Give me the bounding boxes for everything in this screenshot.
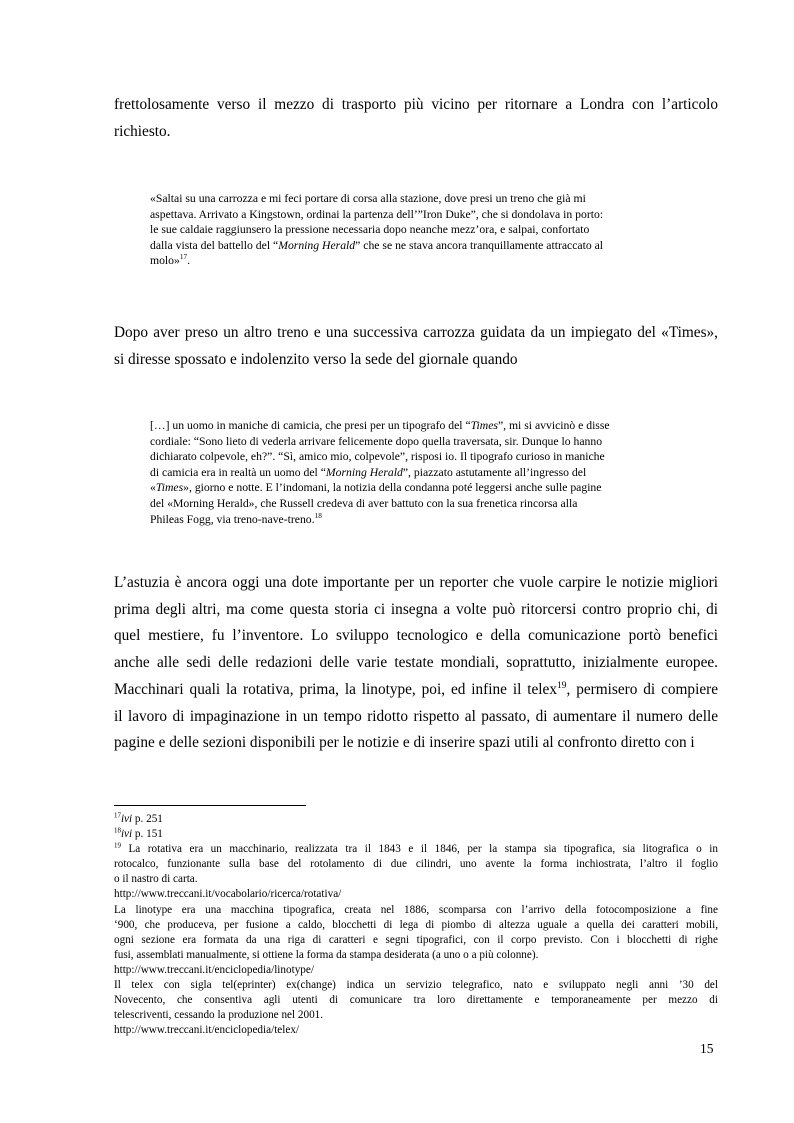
quote-line: «Saltai su una carrozza e mi feci portare di corsa alla stazione, dove presi un treno che già mi xyxy=(150,192,586,205)
footnote-line xyxy=(114,812,718,827)
quote-line: le sue caldaie raggiunsero la pressione necessaria dopo neanche mezz’ora, e salpai, confortato xyxy=(150,223,590,237)
footnote-number: 19 xyxy=(114,841,121,850)
footnote-text: rotocalco, funzionante sulla base del rotolamento di due cilindri, uno avente la forma inchiostrata, l’altro il foglio xyxy=(114,858,718,871)
footnote-text: o il nastro di carta. xyxy=(114,873,198,886)
text-line: si diresse spossato e indolenzito verso la sede del giornale quando xyxy=(114,350,518,368)
text-run: molo» xyxy=(150,254,180,268)
italic-title: Morning Herald xyxy=(325,465,403,479)
footnote-text: http://www.treccani.it/enciclopedia/linotype/ xyxy=(114,963,314,976)
footnote-line xyxy=(114,842,718,857)
text-line xyxy=(114,677,718,704)
footnote-text: La linotype era una macchina tipografica, creata nel 1886, scomparsa con l’arrivo della fotocomposizione a fine xyxy=(114,903,718,916)
quote-line: cordiale: “Sono lieto di vederla arrivare felicemente dopo quella traversata, sir. Dunque lo hanno xyxy=(150,434,603,448)
text-line: il lavoro di impaginazione in un tempo ridotto rispetto al passato, di aumentare il numero delle xyxy=(114,707,718,725)
footnote-ivi: ivi xyxy=(120,828,133,841)
text-line: anche alle sedi delle redazioni delle varie testate mondiali, soprattutto, inizialmente europee. xyxy=(114,654,718,672)
footnote-line xyxy=(114,963,718,978)
text-run: Macchinari quali la rotativa, prima, la linotype, poi, ed infine il telex xyxy=(114,680,558,698)
block-quote-russell-1 xyxy=(150,191,710,269)
text-line: Dopo aver preso un altro treno e una successiva carrozza guidata da un impiegato del «Times», xyxy=(114,324,718,341)
footnote-text: telescriventi, cessando la produzione nel 2001. xyxy=(114,1009,324,1022)
footnote-line xyxy=(114,827,718,842)
text-run: , permisero di compiere xyxy=(566,680,718,698)
footnote-text: http://www.treccani.it/enciclopedia/telex/ xyxy=(114,1024,300,1037)
footnote-line xyxy=(114,903,718,918)
footnote-line xyxy=(114,993,718,1008)
footnote-text: fusi, assemblati manualmente, si ottiene la forma da stampa desiderata (a uno o a più colonne). xyxy=(114,948,539,961)
footnote-text: La rotativa era un macchinario, realizzata tra il 1843 e il 1846, per la stampa sia tipografica, sia litografica o in xyxy=(120,843,718,856)
footnote-text: p. 151 xyxy=(132,828,163,841)
text-run: dalla vista del battello del “ xyxy=(150,238,279,252)
footnote-line xyxy=(114,872,718,887)
footnote-text: http://www.treccani.it/vocabolario/ricerca/rotativa/ xyxy=(114,888,342,901)
paragraph-continuation xyxy=(114,92,718,145)
text-run: ”, mi si avvicinò e disse xyxy=(497,419,610,432)
footnote-ref: 17 xyxy=(179,253,188,262)
text-line: frettolosamente verso il mezzo di trasporto più vicino per ritornare a Londra con l’articolo xyxy=(114,96,718,113)
text-line: pagine e delle sezioni disponibili per le notizie e di inserire spazi utili al confronto diretto con i xyxy=(114,734,695,752)
quote-line xyxy=(150,253,710,269)
text-run: « xyxy=(150,481,156,495)
quote-line xyxy=(150,465,710,481)
quote-line: dichiarato colpevole, eh?”. “Sì, amico mio, colpevole”, risposi io. Il tipografo curioso in maniche xyxy=(150,450,605,464)
quote-line: aspettava. Arrivato a Kingstown, ordinai la partenza dell’”Iron Duke”, che si dondolava in porto: xyxy=(150,207,604,221)
text-run: Phileas Fogg, via treno-nave-treno. xyxy=(150,512,315,526)
italic-title: Times xyxy=(470,419,498,432)
italic-title: Times xyxy=(155,481,184,495)
text-run: », giorno e notte. E l’indomani, la notizia della condanna poté leggersi anche sulle pagine xyxy=(183,481,602,495)
text-run: ”, piazzato astutamente all’ingresso del xyxy=(402,465,587,479)
italic-title: Morning Herald xyxy=(278,238,356,252)
paragraph-technology xyxy=(114,570,718,757)
footnote-ivi: ivi xyxy=(120,813,133,825)
footnote-line xyxy=(114,857,718,872)
footnote-line xyxy=(114,918,718,933)
text-run: ” che se ne stava ancora tranquillamente attraccato al xyxy=(355,238,604,252)
text-line: prima degli altri, ma come questa storia ci insegna a volte può ritorcersi contro proprio chi, di xyxy=(114,600,718,618)
footnote-number: 18 xyxy=(114,826,121,835)
footnote-text: Il telex con sigla tel(eprinter) ex(change) indica un servizio telegrafico, nato e sviluppato negli anni ’30 del xyxy=(114,979,718,992)
footnote-ref: 19 xyxy=(557,680,567,691)
quote-line xyxy=(150,480,710,496)
text-run: di camicia era in realtà un uomo del “ xyxy=(150,465,326,479)
quote-line xyxy=(150,418,710,434)
quote-line xyxy=(150,512,710,528)
footnote-text: ogni sezione era formata da una riga di caratteri e segni tipografici, con il corpo previsto. Con i blocchetti di righe xyxy=(114,933,718,946)
footnote-ref: 18 xyxy=(314,511,322,520)
footnote-line xyxy=(114,948,718,963)
footnote-line xyxy=(114,933,718,948)
footnote-line xyxy=(114,887,718,902)
quote-line xyxy=(150,238,710,254)
paragraph-times-arrival xyxy=(114,320,718,373)
text-line: richiesto. xyxy=(114,122,171,140)
footnote-text: p. 251 xyxy=(132,813,163,825)
footnote-text: ‘900, che produceva, per fusione a caldo, blocchetti di lega di piombo di altezza uguale a quella dei caratteri mobili, xyxy=(114,918,718,931)
footnote-text: Novecento, che consentiva agli utenti di comunicare tra loro direttamente e temporaneamente per mezzo di xyxy=(114,994,718,1007)
text-run: […] un uomo in maniche di camicia, che presi per un tipografo del “ xyxy=(150,419,471,432)
footnote-line xyxy=(114,1023,718,1038)
text-line: quel mestiere, fu l’inventore. Lo sviluppo tecnologico e della comunicazione portò benefici xyxy=(114,627,718,645)
footnote-line xyxy=(114,1008,718,1023)
quote-line: del «Morning Herald», che Russell credeva di aver battuto con la sua frenetica rincorsa alla xyxy=(150,496,578,510)
footnote-separator xyxy=(114,805,306,806)
block-quote-russell-2 xyxy=(150,418,710,527)
text-line: L’astuzia è ancora oggi una dote importante per un reporter che vuole carpire le notizie migliori xyxy=(114,574,718,591)
page-number: 15 xyxy=(700,1041,714,1056)
footnote-number: 17 xyxy=(114,811,121,820)
text-run: . xyxy=(187,254,191,268)
footnote-line xyxy=(114,978,718,993)
footnotes xyxy=(114,812,718,1038)
